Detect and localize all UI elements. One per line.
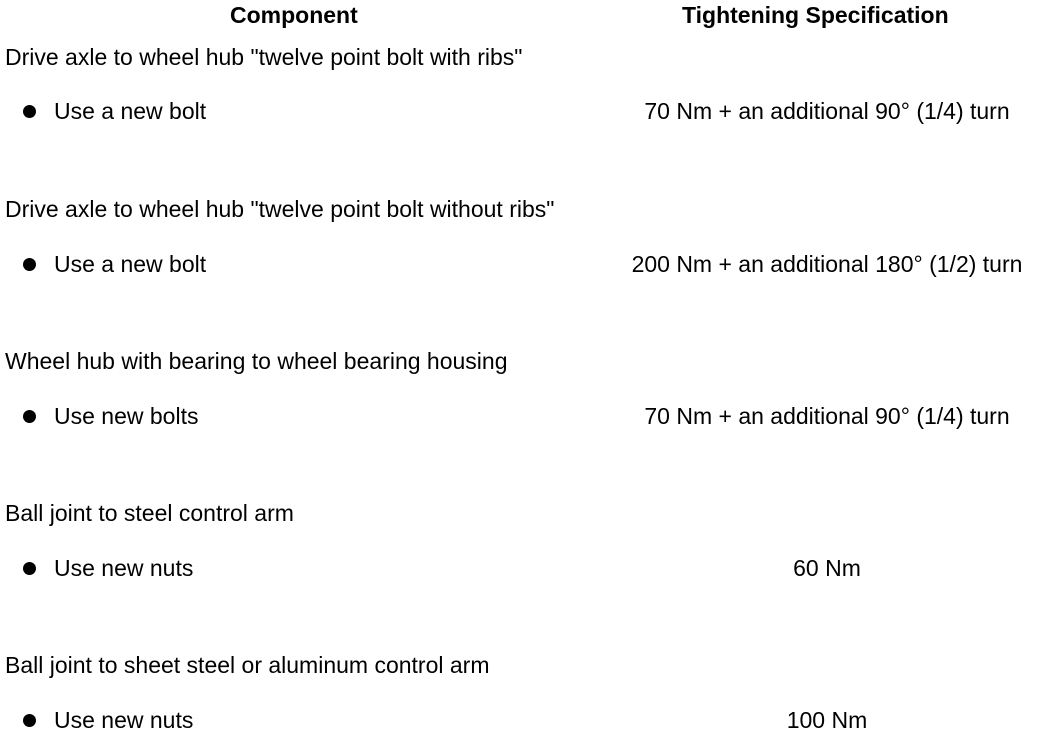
tightening-spec-value: 70 Nm + an additional 90° (1/4) turn: [644, 98, 1010, 124]
component-title: Drive axle to wheel hub "twelve point bolt without ribs": [5, 196, 555, 222]
bullet-note: Use new nuts: [54, 555, 194, 581]
spec-row: [0, 249, 1056, 279]
bullet-icon: [23, 714, 36, 727]
spec-row: [0, 553, 1056, 583]
bullet-icon: [23, 105, 36, 118]
tightening-spec-value: 70 Nm + an additional 90° (1/4) turn: [644, 403, 1010, 429]
spec-row: [0, 401, 1056, 431]
column-header-component: Component: [230, 2, 358, 28]
component-title: Ball joint to sheet steel or aluminum control arm: [5, 652, 490, 678]
tightening-spec-value: 60 Nm: [793, 555, 861, 581]
tightening-spec-value: 200 Nm + an additional 180° (1/2) turn: [631, 251, 1023, 277]
bullet-icon: [23, 258, 36, 271]
bullet-note: Use a new bolt: [54, 251, 207, 277]
component-title: Wheel hub with bearing to wheel bearing housing: [5, 348, 508, 374]
bullet-icon: [23, 562, 36, 575]
component-title: Ball joint to steel control arm: [5, 500, 294, 526]
bullet-icon: [23, 410, 36, 423]
spec-row: [0, 96, 1056, 126]
bullet-note: Use a new bolt: [54, 98, 207, 124]
bullet-note: Use new nuts: [54, 707, 194, 733]
spec-row: [0, 705, 1056, 735]
column-header-tightening-specification: Tightening Specification: [682, 2, 949, 28]
bullet-note: Use new bolts: [54, 403, 199, 429]
tightening-spec-value: 100 Nm: [786, 707, 868, 733]
component-title: Drive axle to wheel hub "twelve point bolt with ribs": [5, 44, 523, 70]
